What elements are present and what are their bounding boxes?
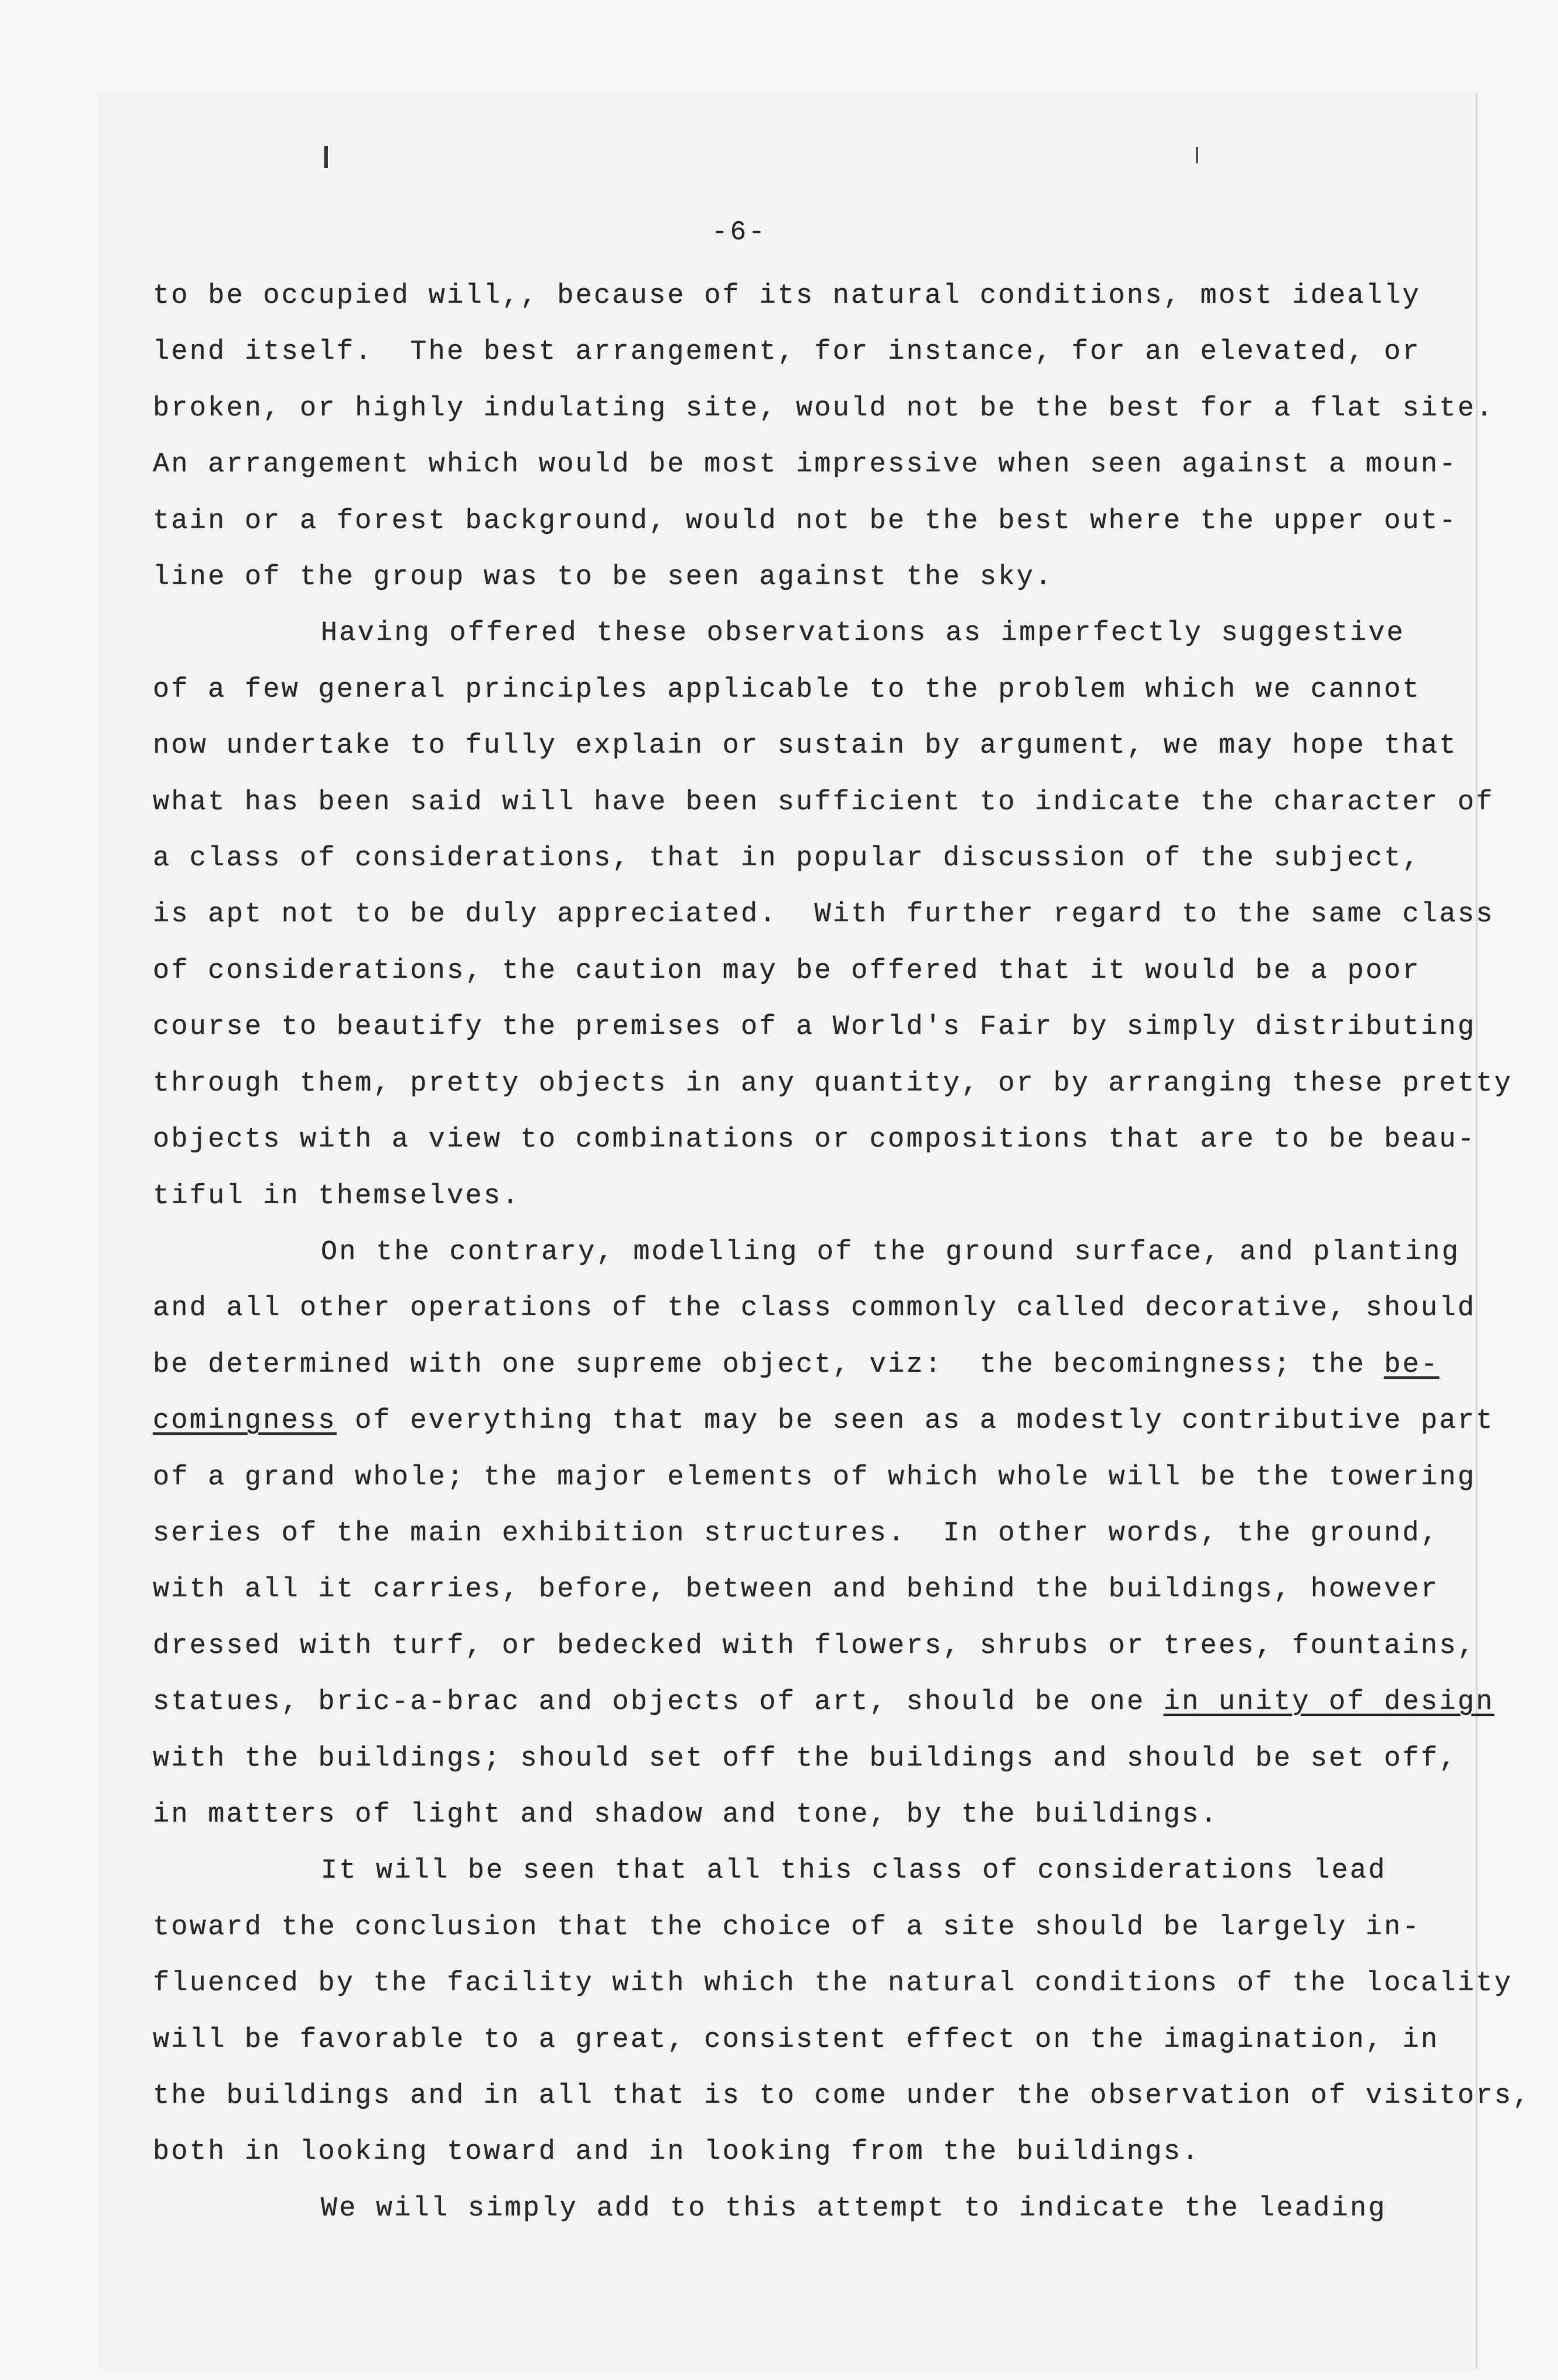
text-line	[153, 437, 1458, 493]
text-segment: what has been said will have been sufficient to indicate the character of	[153, 787, 1494, 818]
text-line	[153, 999, 1476, 1056]
text-segment: An arrangement which would be most impressive when seen against a moun-	[153, 449, 1458, 481]
text-line	[153, 494, 1458, 550]
text-line	[153, 1337, 1440, 1393]
text-segment: will be favorable to a great, consistent effect on the imagination, in	[153, 2024, 1440, 2056]
text-segment: Having offered these observations as imperfectly suggestive	[321, 618, 1405, 649]
text-line	[153, 1787, 1436, 1843]
text-segment: tiful in themselves.	[153, 1180, 521, 1212]
text-line	[153, 2068, 1531, 2124]
text-segment: broken, or highly indulating site, would not be the best for a flat site.	[153, 393, 1494, 424]
text-line	[153, 2012, 1440, 2068]
text-segment: objects with a view to combinations or compositions that are to be beau-	[153, 1124, 1476, 1156]
text-segment: We will simply add to this attempt to indicate the leading	[321, 2193, 1387, 2224]
underlined-text: in unity of design	[1163, 1687, 1494, 1718]
text-segment: dressed with turf, or bedecked with flowers, shrubs or trees, fountains,	[153, 1630, 1476, 1662]
text-segment: It will be seen that all this class of considerations lead	[321, 1855, 1387, 1887]
text-line	[153, 775, 1494, 831]
text-line	[153, 1225, 1461, 1281]
text-segment: of a grand whole; the major elements of which whole will be the towering	[153, 1462, 1476, 1493]
text-line	[153, 1450, 1476, 1506]
text-segment: line of the group was to be seen against the sky.	[153, 562, 1053, 593]
text-segment: statues, bric-a-brac and objects of art, should be one	[153, 1687, 1164, 1718]
text-line	[153, 2124, 1436, 2180]
text-line	[153, 550, 1436, 606]
text-line	[153, 606, 1436, 662]
underlined-text: comingness	[153, 1406, 337, 1437]
text-segment: now undertake to fully explain or sustain by argument, we may hope that	[153, 731, 1458, 762]
text-line	[153, 1731, 1458, 1787]
text-segment: of a few general principles applicable to the problem which we cannot	[153, 674, 1421, 705]
document-body	[153, 268, 1531, 2237]
text-line	[153, 1956, 1513, 2012]
text-line	[153, 324, 1436, 380]
page-number: -6-	[712, 217, 767, 247]
text-line	[153, 887, 1494, 943]
text-segment: the buildings and in all that is to come under the observation of visitors,	[153, 2081, 1531, 2112]
text-line	[153, 1393, 1494, 1449]
text-line	[153, 381, 1494, 437]
text-segment: toward the conclusion that the choice of a site should be largely in-	[153, 1911, 1421, 1943]
text-segment: with all it carries, before, between and behind the buildings, however	[153, 1574, 1440, 1606]
punch-hole-mark-left	[324, 146, 328, 168]
text-line	[153, 943, 1436, 999]
text-line	[153, 1169, 1436, 1225]
punch-hole-mark-right	[1196, 147, 1198, 163]
text-line	[153, 1843, 1436, 1899]
text-line	[153, 2181, 1436, 2237]
text-line	[153, 1056, 1513, 1112]
text-segment: with the buildings; should set off the buildings and should be set off,	[153, 1743, 1458, 1774]
text-line	[153, 1675, 1494, 1731]
text-line	[153, 1562, 1440, 1618]
text-segment: both in looking toward and in looking from the buildings.	[153, 2137, 1200, 2168]
text-segment: of considerations, the caution may be offered that it would be a poor	[153, 955, 1421, 987]
text-line	[153, 1619, 1476, 1675]
text-segment: series of the main exhibition structures. In other words, the ground,	[153, 1518, 1440, 1549]
text-segment: of everything that may be seen as a modestly contributive part	[337, 1406, 1494, 1437]
text-line	[153, 1281, 1476, 1337]
text-line	[153, 1112, 1476, 1168]
text-line	[153, 1506, 1440, 1562]
text-segment: course to beautify the premises of a World's Fair by simply distributing	[153, 1012, 1476, 1043]
underlined-text: be-	[1384, 1349, 1440, 1381]
text-segment: a class of considerations, that in popular discussion of the subject,	[153, 843, 1421, 875]
text-line	[153, 831, 1436, 887]
text-segment: fluenced by the facility with which the natural conditions of the locality	[153, 1968, 1513, 2000]
text-segment: and all other operations of the class commonly called decorative, should	[153, 1293, 1476, 1324]
text-segment: be determined with one supreme object, viz: the becomingness; the	[153, 1349, 1384, 1381]
text-segment: tain or a forest background, would not be the best where the upper out-	[153, 505, 1458, 537]
text-line	[153, 1900, 1436, 1956]
text-segment: through them, pretty objects in any quantity, or by arranging these pretty	[153, 1068, 1513, 1099]
text-segment: lend itself. The best arrangement, for instance, for an elevated, or	[153, 337, 1421, 368]
text-segment: On the contrary, modelling of the ground surface, and planting	[321, 1236, 1461, 1268]
text-segment: to be occupied will,, because of its natural conditions, most ideally	[153, 281, 1421, 312]
text-line	[153, 662, 1436, 718]
text-line	[153, 268, 1436, 324]
text-segment: in matters of light and shadow and tone, by the buildings.	[153, 1799, 1219, 1830]
text-segment: is apt not to be duly appreciated. With further regard to the same class	[153, 899, 1494, 931]
text-line	[153, 718, 1458, 774]
